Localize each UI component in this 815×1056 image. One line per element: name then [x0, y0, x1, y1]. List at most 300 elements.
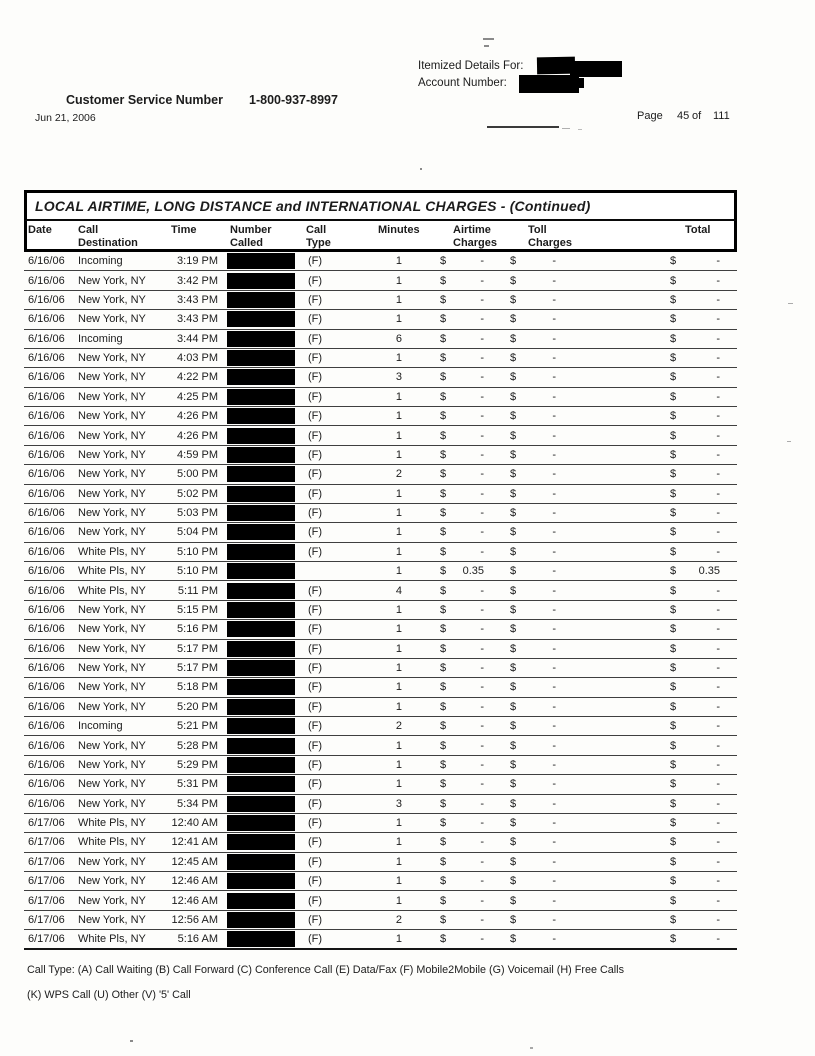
cell-minutes: 1 — [395, 642, 402, 655]
cell-time: 4:03 PM — [177, 352, 218, 365]
cell-minutes: 4 — [395, 584, 402, 597]
table-row — [24, 853, 737, 872]
dollar-sign: $ — [510, 545, 517, 558]
page-current: 45 — [677, 110, 690, 122]
cell-call-type: (F) — [308, 700, 323, 713]
airtime-value: - — [480, 255, 484, 268]
cell-number-called — [220, 524, 302, 540]
cell-total — [670, 720, 720, 732]
cell-airtime-charges — [440, 914, 484, 926]
dollar-sign: $ — [510, 371, 517, 384]
toll-value: - — [552, 410, 556, 423]
toll-value: - — [552, 313, 556, 326]
cell-airtime-charges — [440, 836, 484, 848]
cell-toll-charges — [510, 836, 556, 848]
cell-call-type: (F) — [308, 332, 323, 345]
cell-total — [670, 778, 720, 790]
cell-number-called — [220, 311, 302, 327]
dollar-sign: $ — [670, 758, 677, 771]
cell-airtime-charges — [440, 778, 484, 790]
cell-airtime-charges — [440, 449, 484, 461]
cell-date: 6/16/06 — [28, 448, 65, 461]
cell-time: 5:18 PM — [177, 681, 218, 694]
dollar-sign: $ — [440, 255, 447, 268]
dollar-sign: $ — [670, 913, 677, 926]
cell-minutes: 2 — [395, 720, 402, 733]
toll-value: - — [552, 662, 556, 675]
cell-time: 5:31 PM — [177, 778, 218, 791]
cell-date: 6/17/06 — [28, 875, 65, 888]
dollar-sign: $ — [510, 448, 517, 461]
dollar-sign: $ — [510, 603, 517, 616]
cell-toll-charges — [510, 430, 556, 442]
cell-total — [670, 914, 720, 926]
scan-artifact — [788, 303, 793, 304]
dollar-sign: $ — [670, 855, 677, 868]
cell-destination: New York, NY — [78, 371, 146, 384]
cell-minutes: 1 — [395, 758, 402, 771]
scan-artifact — [483, 38, 494, 40]
cell-destination: White Pls, NY — [78, 932, 146, 945]
cell-date: 6/17/06 — [28, 855, 65, 868]
cell-call-type: (F) — [308, 913, 323, 926]
dollar-sign: $ — [440, 584, 447, 597]
cell-minutes: 2 — [395, 913, 402, 926]
cell-date: 6/16/06 — [28, 584, 65, 597]
dollar-sign: $ — [670, 526, 677, 539]
cell-total — [670, 371, 720, 383]
dollar-sign: $ — [440, 410, 447, 423]
cell-total — [670, 565, 720, 577]
cell-destination: New York, NY — [78, 274, 146, 287]
cell-date: 6/17/06 — [28, 932, 65, 945]
col-header-call-type: Call Type — [306, 224, 331, 249]
toll-value: - — [552, 293, 556, 306]
cell-time: 5:29 PM — [177, 758, 218, 771]
dollar-sign: $ — [510, 913, 517, 926]
airtime-value: - — [480, 293, 484, 306]
dollar-sign: $ — [440, 836, 447, 849]
redaction-box-number-called — [227, 602, 295, 618]
dollar-sign: $ — [670, 642, 677, 655]
dollar-sign: $ — [440, 932, 447, 945]
cell-time: 3:19 PM — [177, 255, 218, 268]
dollar-sign: $ — [510, 681, 517, 694]
table-row — [24, 310, 737, 329]
cell-minutes: 1 — [395, 894, 402, 907]
cell-airtime-charges — [440, 856, 484, 868]
toll-value: - — [552, 875, 556, 888]
dollar-sign: $ — [510, 720, 517, 733]
airtime-value: - — [480, 468, 484, 481]
cell-minutes: 1 — [395, 932, 402, 945]
dollar-sign: $ — [440, 468, 447, 481]
total-value: - — [716, 797, 720, 810]
account-block — [418, 58, 523, 92]
cell-destination: White Pls, NY — [78, 565, 146, 578]
cell-date: 6/16/06 — [28, 487, 65, 500]
cell-date: 6/16/06 — [28, 778, 65, 791]
cell-call-type: (F) — [308, 603, 323, 616]
table-row — [24, 620, 737, 639]
cell-call-type: (F) — [308, 797, 323, 810]
dollar-sign: $ — [510, 836, 517, 849]
cell-time: 5:11 PM — [177, 584, 218, 597]
scan-artifact — [484, 45, 489, 47]
cell-airtime-charges — [440, 430, 484, 442]
cell-total — [670, 449, 720, 461]
dollar-sign: $ — [670, 313, 677, 326]
cell-minutes: 1 — [395, 739, 402, 752]
dollar-sign: $ — [670, 332, 677, 345]
total-value: - — [716, 778, 720, 791]
cell-toll-charges — [510, 488, 556, 500]
cell-airtime-charges — [440, 720, 484, 732]
cell-call-type: (F) — [308, 681, 323, 694]
redaction-box-number-called — [227, 292, 295, 308]
table-row — [24, 678, 737, 697]
cell-date: 6/17/06 — [28, 913, 65, 926]
cell-total — [670, 255, 720, 267]
cell-date: 6/16/06 — [28, 526, 65, 539]
cell-minutes: 1 — [395, 429, 402, 442]
toll-value: - — [552, 739, 556, 752]
scan-artifact — [130, 1040, 133, 1042]
dollar-sign: $ — [510, 894, 517, 907]
dollar-sign: $ — [510, 797, 517, 810]
cell-number-called — [220, 253, 302, 269]
dollar-sign: $ — [440, 371, 447, 384]
table-row — [24, 640, 737, 659]
cell-total — [670, 643, 720, 655]
cell-toll-charges — [510, 371, 556, 383]
dollar-sign: $ — [440, 332, 447, 345]
cell-call-type: (F) — [308, 817, 323, 830]
cell-toll-charges — [510, 565, 556, 577]
table-row — [24, 407, 737, 426]
cell-toll-charges — [510, 875, 556, 887]
cell-call-type: (F) — [308, 778, 323, 791]
total-value: - — [716, 623, 720, 636]
table-row — [24, 736, 737, 755]
total-value: - — [716, 429, 720, 442]
toll-value: - — [552, 371, 556, 384]
cell-date: 6/16/06 — [28, 545, 65, 558]
statement-date: Jun 21, 2006 — [35, 112, 96, 124]
cell-total — [670, 585, 720, 597]
cell-number-called — [220, 873, 302, 889]
redaction-box-number-called — [227, 738, 295, 754]
cell-toll-charges — [510, 933, 556, 945]
cell-number-called — [220, 486, 302, 502]
dollar-sign: $ — [510, 507, 517, 520]
cell-number-called — [220, 369, 302, 385]
total-value: - — [716, 700, 720, 713]
cell-call-type: (F) — [308, 429, 323, 442]
customer-service-number: 1-800-937-8997 — [249, 93, 338, 107]
airtime-value: - — [480, 390, 484, 403]
dollar-sign: $ — [670, 390, 677, 403]
table-row — [24, 271, 737, 290]
cell-time: 12:46 AM — [171, 894, 218, 907]
toll-value: - — [552, 603, 556, 616]
cell-destination: New York, NY — [78, 448, 146, 461]
cell-call-type: (F) — [308, 274, 323, 287]
cell-call-type: (F) — [308, 932, 323, 945]
redaction-box-number-called — [227, 893, 295, 909]
cell-destination: New York, NY — [78, 700, 146, 713]
cell-minutes: 1 — [395, 875, 402, 888]
cell-toll-charges — [510, 275, 556, 287]
dollar-sign: $ — [510, 313, 517, 326]
cell-number-called — [220, 408, 302, 424]
dollar-sign: $ — [510, 293, 517, 306]
cell-total — [670, 759, 720, 771]
table-row — [24, 349, 737, 368]
cell-number-called — [220, 699, 302, 715]
dollar-sign: $ — [510, 855, 517, 868]
col-header-minutes: Minutes — [378, 224, 420, 236]
cell-toll-charges — [510, 720, 556, 732]
cell-date: 6/16/06 — [28, 313, 65, 326]
dollar-sign: $ — [510, 429, 517, 442]
cell-minutes: 1 — [395, 293, 402, 306]
cell-toll-charges — [510, 778, 556, 790]
cell-number-called — [220, 931, 302, 947]
table-row — [24, 930, 737, 949]
cell-date: 6/16/06 — [28, 332, 65, 345]
cell-call-type: (F) — [308, 410, 323, 423]
cell-call-type: (F) — [308, 468, 323, 481]
cell-time: 5:16 PM — [177, 623, 218, 636]
cell-number-called — [220, 776, 302, 792]
cell-number-called — [220, 447, 302, 463]
cell-toll-charges — [510, 333, 556, 345]
redaction-box-number-called — [227, 273, 295, 289]
total-value: - — [716, 410, 720, 423]
redaction-box-number-called — [227, 621, 295, 637]
table-row — [24, 698, 737, 717]
cell-time: 3:43 PM — [177, 313, 218, 326]
toll-value: - — [552, 778, 556, 791]
cell-destination: White Pls, NY — [78, 584, 146, 597]
table-row — [24, 911, 737, 930]
airtime-value: - — [480, 642, 484, 655]
col-header-number-called: Number Called — [230, 224, 272, 249]
cell-destination: New York, NY — [78, 642, 146, 655]
table-title: LOCAL AIRTIME, LONG DISTANCE and INTERNATIONAL CHARGES - (Continued) — [35, 198, 591, 214]
airtime-value: - — [480, 603, 484, 616]
cell-date: 6/16/06 — [28, 565, 65, 578]
cell-toll-charges — [510, 410, 556, 422]
cell-minutes: 1 — [395, 410, 402, 423]
cell-time: 3:43 PM — [177, 293, 218, 306]
cell-total — [670, 623, 720, 635]
cell-airtime-charges — [440, 546, 484, 558]
cell-toll-charges — [510, 352, 556, 364]
cell-toll-charges — [510, 798, 556, 810]
total-value: - — [716, 274, 720, 287]
cell-time: 5:03 PM — [177, 507, 218, 520]
cell-time: 4:59 PM — [177, 448, 218, 461]
redaction-box-number-called — [227, 583, 295, 599]
table-row — [24, 465, 737, 484]
cell-time: 4:25 PM — [177, 390, 218, 403]
cell-number-called — [220, 854, 302, 870]
cell-destination: New York, NY — [78, 487, 146, 500]
cell-date: 6/16/06 — [28, 390, 65, 403]
scan-artifact — [530, 1047, 533, 1049]
cell-date: 6/16/06 — [28, 352, 65, 365]
dollar-sign: $ — [440, 448, 447, 461]
total-value: - — [716, 894, 720, 907]
cell-time: 5:17 PM — [177, 642, 218, 655]
airtime-value: - — [480, 623, 484, 636]
cell-total — [670, 933, 720, 945]
cell-toll-charges — [510, 604, 556, 616]
dollar-sign: $ — [670, 681, 677, 694]
airtime-value: - — [480, 894, 484, 907]
toll-value: - — [552, 429, 556, 442]
dollar-sign: $ — [440, 894, 447, 907]
cell-number-called — [220, 738, 302, 754]
cell-airtime-charges — [440, 681, 484, 693]
cell-date: 6/16/06 — [28, 662, 65, 675]
cell-call-type: (F) — [308, 623, 323, 636]
cell-total — [670, 604, 720, 616]
airtime-value: - — [480, 739, 484, 752]
table-row — [24, 543, 737, 562]
redaction-box-number-called — [227, 815, 295, 831]
cell-minutes: 1 — [395, 565, 402, 578]
table-row — [24, 814, 737, 833]
toll-value: - — [552, 487, 556, 500]
table-row — [24, 795, 737, 814]
cell-destination: Incoming — [78, 332, 123, 345]
table-header-row — [24, 221, 737, 252]
cell-destination: White Pls, NY — [78, 817, 146, 830]
dollar-sign: $ — [510, 487, 517, 500]
total-value: - — [716, 390, 720, 403]
cell-number-called — [220, 583, 302, 599]
dollar-sign: $ — [670, 565, 677, 578]
cell-call-type: (F) — [308, 507, 323, 520]
dollar-sign: $ — [510, 623, 517, 636]
cell-toll-charges — [510, 623, 556, 635]
cell-time: 5:02 PM — [177, 487, 218, 500]
itemized-details-label: Itemized Details For: — [418, 60, 524, 72]
cell-total — [670, 817, 720, 829]
page-of-label: of — [692, 110, 702, 122]
col-header-date: Date — [28, 224, 52, 236]
dollar-sign: $ — [670, 894, 677, 907]
cell-date: 6/16/06 — [28, 429, 65, 442]
dollar-sign: $ — [440, 642, 447, 655]
cell-number-called — [220, 815, 302, 831]
dollar-sign: $ — [510, 758, 517, 771]
table-row — [24, 485, 737, 504]
toll-value: - — [552, 913, 556, 926]
cell-date: 6/17/06 — [28, 836, 65, 849]
dollar-sign: $ — [440, 565, 447, 578]
cell-destination: Incoming — [78, 255, 123, 268]
cell-airtime-charges — [440, 468, 484, 480]
cell-date: 6/16/06 — [28, 623, 65, 636]
dollar-sign: $ — [510, 468, 517, 481]
cell-total — [670, 798, 720, 810]
cell-number-called — [220, 660, 302, 676]
dollar-sign: $ — [670, 739, 677, 752]
total-value: - — [716, 255, 720, 268]
cell-date: 6/16/06 — [28, 642, 65, 655]
airtime-value: - — [480, 332, 484, 345]
cell-number-called — [220, 641, 302, 657]
cell-date: 6/16/06 — [28, 255, 65, 268]
dollar-sign: $ — [510, 410, 517, 423]
cell-call-type: (F) — [308, 720, 323, 733]
cell-airtime-charges — [440, 526, 484, 538]
airtime-value: - — [480, 313, 484, 326]
cell-call-type: (F) — [308, 487, 323, 500]
cell-call-type: (F) — [308, 526, 323, 539]
cell-total — [670, 275, 720, 287]
cell-time: 5:04 PM — [177, 526, 218, 539]
cell-airtime-charges — [440, 701, 484, 713]
total-value: - — [716, 875, 720, 888]
cell-date: 6/16/06 — [28, 274, 65, 287]
page-label: Page — [637, 110, 663, 122]
cell-total — [670, 740, 720, 752]
cell-date: 6/16/06 — [28, 739, 65, 752]
cell-destination: New York, NY — [78, 429, 146, 442]
airtime-value: - — [480, 448, 484, 461]
total-value: - — [716, 526, 720, 539]
customer-service-label: Customer Service Number — [66, 93, 224, 107]
cell-airtime-charges — [440, 933, 484, 945]
toll-value: - — [552, 390, 556, 403]
cell-airtime-charges — [440, 255, 484, 267]
dollar-sign: $ — [670, 720, 677, 733]
cell-call-type: (F) — [308, 758, 323, 771]
dollar-sign: $ — [510, 565, 517, 578]
cell-airtime-charges — [440, 759, 484, 771]
dollar-sign: $ — [510, 875, 517, 888]
cell-total — [670, 836, 720, 848]
dollar-sign: $ — [440, 739, 447, 752]
total-value: 0.35 — [698, 565, 720, 578]
airtime-value: - — [480, 797, 484, 810]
toll-value: - — [552, 758, 556, 771]
cell-destination: New York, NY — [78, 526, 146, 539]
dollar-sign: $ — [510, 642, 517, 655]
table-row — [24, 891, 737, 910]
toll-value: - — [552, 700, 556, 713]
redaction-box-number-called — [227, 679, 295, 695]
cell-total — [670, 430, 720, 442]
cell-call-type: (F) — [308, 371, 323, 384]
cell-total — [670, 391, 720, 403]
dollar-sign: $ — [440, 390, 447, 403]
dollar-sign: $ — [510, 739, 517, 752]
cell-time: 12:41 AM — [171, 836, 218, 849]
cell-total — [670, 546, 720, 558]
toll-value: - — [552, 545, 556, 558]
redaction-box-number-called — [227, 369, 295, 385]
cell-toll-charges — [510, 391, 556, 403]
cell-airtime-charges — [440, 391, 484, 403]
dollar-sign: $ — [670, 875, 677, 888]
cell-airtime-charges — [440, 604, 484, 616]
